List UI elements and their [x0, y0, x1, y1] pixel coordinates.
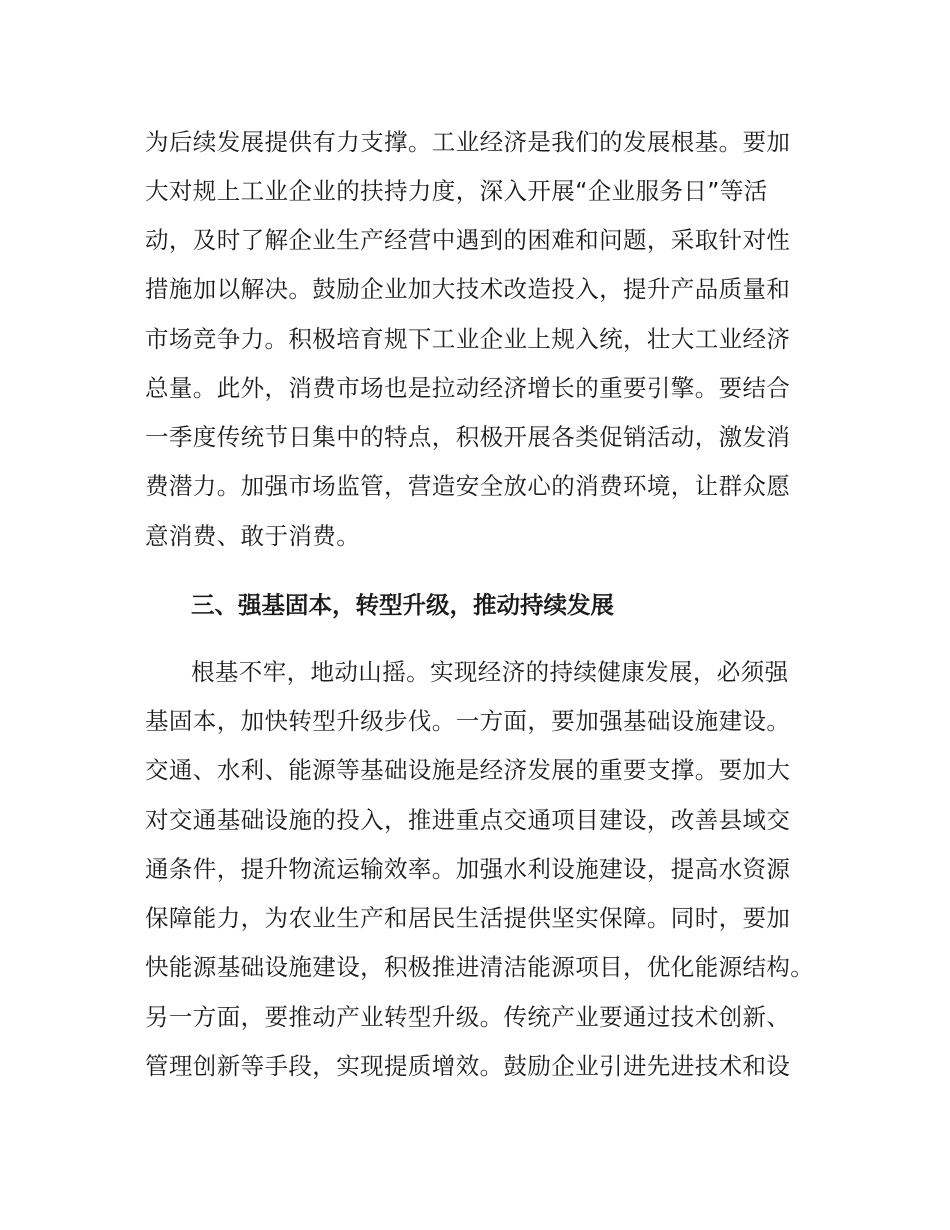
paragraph-line: 措施加以解决。鼓励企业加大技术改造投入，提升产品质量和: [145, 275, 791, 303]
paragraph-line: 交通、水利、能源等基础设施是经济发展的重要支撑。要加大: [145, 756, 791, 784]
paragraph-line: 市场竞争力。积极培育规下工业企业上规入统，壮大工业经济: [145, 325, 791, 353]
paragraph-line: 基固本，加快转型升级步伐。一方面，要加强基础设施建设。: [145, 707, 791, 735]
paragraph-line: 总量。此外，消费市场也是拉动经济增长的重要引擎。要结合: [145, 374, 791, 402]
paragraph-line: 一季度传统节日集中的特点，积极开展各类促销活动，激发消: [145, 423, 791, 451]
paragraph-line: 为后续发展提供有力支撑。工业经济是我们的发展根基。要加: [145, 128, 791, 156]
paragraph-line: 意消费、敢于消费。: [145, 522, 361, 550]
paragraph-line: 保障能力，为农业生产和居民生活提供坚实保障。同时，要加: [145, 904, 791, 932]
paragraph-line: 快能源基础设施建设，积极推进清洁能源项目，优化能源结构。: [145, 953, 815, 981]
paragraph-line: 管理创新等手段，实现提质增效。鼓励企业引进先进技术和设: [145, 1052, 791, 1080]
paragraph-line: 另一方面，要推动产业转型升级。传统产业要通过技术创新、: [145, 1003, 791, 1031]
paragraph-line: 动，及时了解企业生产经营中遇到的困难和问题，采取针对性: [145, 226, 791, 254]
section-heading: 三、强基固本，转型升级，推动持续发展: [191, 591, 614, 619]
paragraph-line: 大对规上工业企业的扶持力度，深入开展“企业服务日”等活: [145, 177, 768, 205]
paragraph-line: 通条件，提升物流运输效率。加强水利设施建设，提高水资源: [145, 855, 791, 883]
paragraph-line: 对交通基础设施的投入，推进重点交通项目建设，改善县域交: [145, 806, 791, 834]
paragraph-line: 根基不牢，地动山摇。实现经济的持续健康发展，必须强: [191, 658, 789, 686]
paragraph-line: 费潜力。加强市场监管，营造安全放心的消费环境，让群众愿: [145, 472, 791, 500]
